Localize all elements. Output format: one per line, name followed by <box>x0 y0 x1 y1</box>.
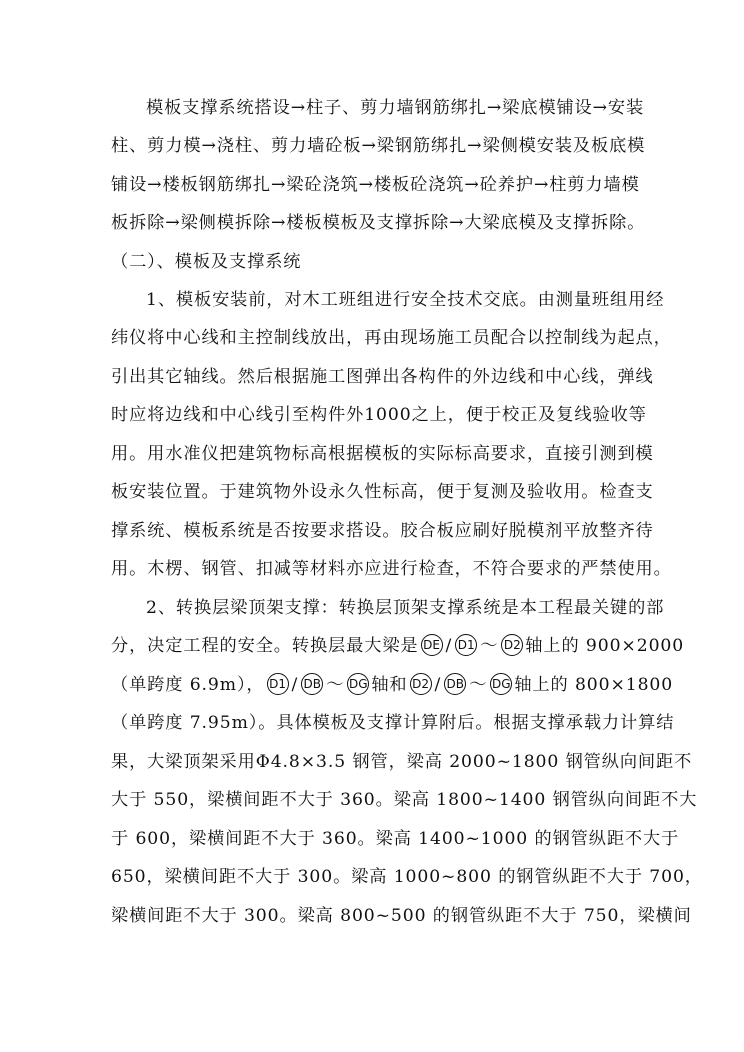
axis-label-db: DB <box>444 673 466 695</box>
paragraph-line-2: 柱、剪力模→浇柱、剪力墙砼板→梁钢筋绑扎→梁侧模安装及板底模 <box>111 136 646 156</box>
paragraph-line-13: 用。木楞、钢管、扣减等材料亦应进行检查，不符合要求的严禁使用。 <box>111 559 672 579</box>
separator-tilde: ～ <box>326 675 345 695</box>
separator-tilde: ～ <box>469 675 488 695</box>
axis-label-d1: D1 <box>267 673 289 695</box>
line-15-text: 分，决定工程的安全。转换层最大梁是 <box>111 636 419 656</box>
paragraph-line-6: 1、模板安装前，对木工班组进行安全技术交底。由测量班组用经 <box>146 290 665 310</box>
line-15-tail: 轴上的 900×2000 <box>525 636 685 656</box>
line-16-tail: 轴上的 800×1800 <box>514 675 674 695</box>
paragraph-line-12: 撑系统、模板系统是否按要求搭设。胶合板应刷好脱模剂平放整齐待 <box>111 521 654 541</box>
paragraph-line-16 <box>111 674 674 697</box>
paragraph-line-19: 大于 550，梁横间距不大于 360。梁高 1800~1400 钢管纵向间距不大 <box>111 790 698 810</box>
paragraph-line-8: 引出其它轴线。然后根据施工图弹出各构件的外边线和中心线，弹线 <box>111 367 654 387</box>
paragraph-line-21: 650，梁横间距不大于 300。梁高 1000~800 的钢管纵距不大于 700， <box>111 867 703 887</box>
paragraph-line-17: （单跨度 7.95m）。具体模板及支撑计算附后。根据支撑承载力计算结 <box>111 713 675 733</box>
separator-slash: / <box>291 675 299 695</box>
axis-label-d2: D2 <box>501 634 523 656</box>
paragraph-line-3: 铺设→楼板钢筋绑扎→梁砼浇筑→楼板砼浇筑→砼养护→柱剪力墙模 <box>111 175 640 195</box>
axis-label-dg: DG <box>490 673 512 695</box>
paragraph-line-4: 板拆除→梁侧模拆除→楼板模板及支撑拆除→大梁底模及支撑拆除。 <box>111 213 646 233</box>
line-16-head: （单跨度 6.9m）， <box>111 675 265 695</box>
paragraph-line-1: 模板支撑系统搭设→柱子、剪力墙钢筋绑扎→梁底模铺设→安装 <box>146 98 645 118</box>
section-heading: （二）、模板及支撑系统 <box>111 252 302 272</box>
paragraph-line-18: 果，大梁顶架采用Φ4.8×3.5 钢管，梁高 2000~1800 钢管纵向间距不 <box>111 752 693 772</box>
axis-label-db: DB <box>301 673 323 695</box>
paragraph-line-22: 梁横间距不大于 300。梁高 800~500 的钢管纵距不大于 750，梁横间 <box>111 906 692 926</box>
paragraph-line-20: 于 600，梁横间距不大于 360。梁高 1400~1000 的钢管纵距不大于 <box>111 829 680 849</box>
paragraph-line-11: 板安装位置。于建筑物外设永久性标高，便于复测及验收用。检查支 <box>111 482 654 502</box>
separator-tilde: ～ <box>480 636 499 656</box>
axis-label-de: DE <box>421 634 443 656</box>
paragraph-line-7: 纬仪将中心线和主控制线放出，再由现场施工员配合以控制线为起点， <box>111 328 672 348</box>
axis-label-d2: D2 <box>410 673 432 695</box>
axis-label-dg: DG <box>347 673 369 695</box>
paragraph-line-10: 用。用水准仪把建筑物标高根据模板的实际标高要求，直接引测到模 <box>111 444 654 464</box>
paragraph-line-14: 2、转换层梁顶架支撑：转换层顶架支撑系统是本工程最关键的部 <box>146 598 665 618</box>
separator-slash: / <box>434 675 442 695</box>
line-16-mid: 轴和 <box>371 675 408 695</box>
axis-label-d1: D1 <box>455 634 477 656</box>
paragraph-line-15 <box>111 635 685 658</box>
separator-slash: / <box>445 636 453 656</box>
paragraph-line-9: 时应将边线和中心线引至构件外1000之上，便于校正及复线验收等 <box>111 405 647 425</box>
